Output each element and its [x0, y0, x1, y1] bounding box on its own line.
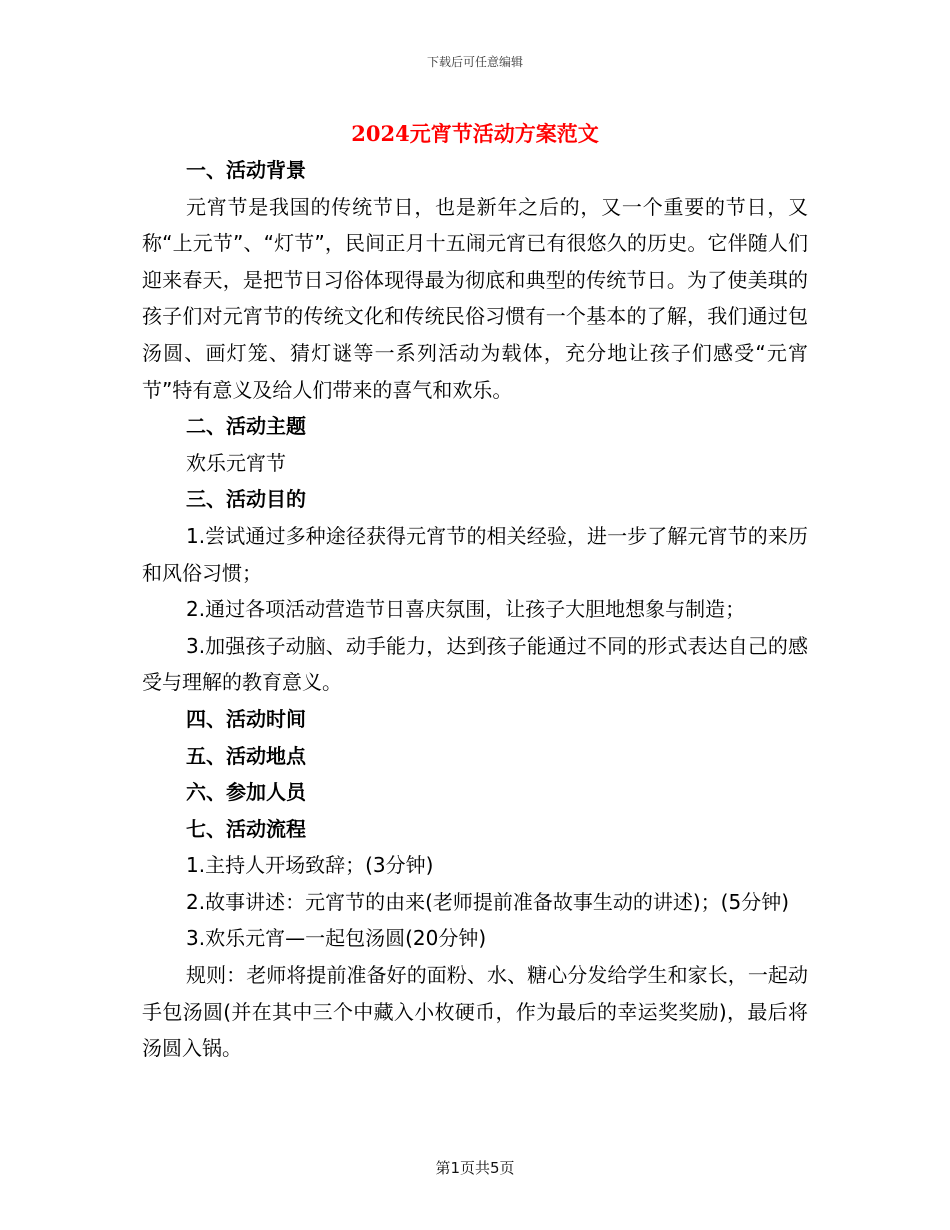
section-heading-background: 一、活动背景: [186, 158, 306, 182]
page-footer: 第1页共5页: [435, 1159, 515, 1177]
purpose-item-2: 2.通过各项活动营造节日喜庆氛围，让孩子大胆地想象与制造；: [186, 597, 746, 622]
section-heading-participants: 六、参加人员: [186, 780, 306, 805]
background-paragraph: 元宵节是我国的传统节日，也是新年之后的，又一个重要的节日，又称“上元节”、“灯节”，民间正月十五闹元宵已有很悠久的历史。它伴随人们迎来春天，是把节日习俗体现得最为彻底和典型的传统节日。为了使美琪的孩子们对元宵节的传统文化和传统民俗习惯有一个基本的了解，我们通过包汤圆、画灯笼、猜灯谜等一系列活动为载体，充分地让孩子们感受“元宵节”特有意义及给人们带来的喜气和欢乐。: [142, 194, 808, 402]
section-heading-theme: 二、活动主题: [186, 414, 306, 439]
section-heading-location: 五、活动地点: [186, 743, 306, 768]
section-heading-process: 七、活动流程: [186, 816, 306, 841]
section-heading-purpose: 三、活动目的: [186, 487, 306, 512]
process-item-2: 2.故事讲述：元宵节的由来(老师提前准备故事生动的讲述)；(5分钟): [186, 889, 790, 914]
header-note: 下载后可任意编辑: [426, 55, 523, 69]
process-rules: 规则：老师将提前准备好的面粉、水、糖心分发给学生和家长，一起动手包汤圆(并在其中三个中藏入小枚硬币，作为最后的幸运奖奖励)，最后将汤圆入锅。: [142, 963, 808, 1061]
purpose-item-3: 3.加强孩子动脑、动手能力，达到孩子能通过不同的形式表达自己的感受与理解的教育意义。: [142, 633, 808, 695]
purpose-item-1: 1.尝试通过多种途径获得元宵节的相关经验，进一步了解元宵节的来历和风俗习惯；: [142, 523, 808, 585]
process-item-1: 1.主持人开场致辞；(3分钟): [186, 853, 434, 878]
theme-paragraph: 欢乐元宵节: [186, 450, 286, 475]
document-body: [142, 152, 808, 1067]
document-title: 2024元宵节活动方案范文: [351, 121, 599, 146]
section-heading-time: 四、活动时间: [186, 706, 306, 731]
process-item-3: 3.欢乐元宵—一起包汤圆(20分钟): [186, 926, 487, 951]
